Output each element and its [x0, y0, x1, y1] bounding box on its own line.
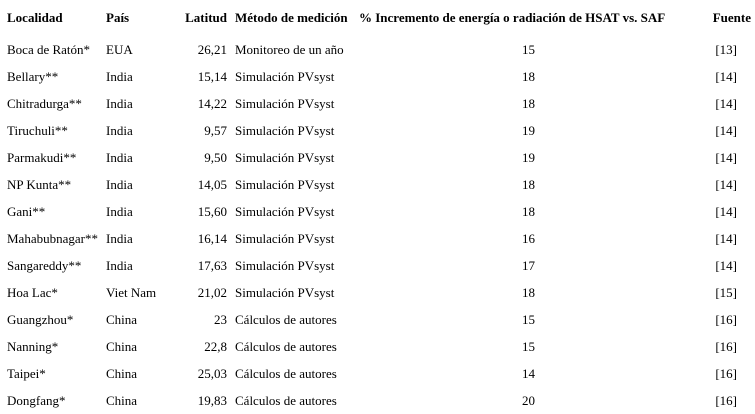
- header-localidad: Localidad: [7, 10, 63, 25]
- cell-localidad: Bellary**: [7, 68, 59, 84]
- cell-latitud: 15,60: [197, 203, 227, 219]
- cell-metodo: Simulación PVsyst: [235, 95, 335, 111]
- cell-metodo: Cálculos de autores: [235, 311, 337, 327]
- cell-incremento: 16: [522, 230, 535, 246]
- table-row: [0, 90, 755, 117]
- cell-incremento: 19: [522, 149, 535, 165]
- table-row: [0, 225, 755, 252]
- cell-localidad: Nanning*: [7, 338, 59, 354]
- cell-pais: Viet Nam: [106, 284, 157, 300]
- cell-metodo: Simulación PVsyst: [235, 230, 335, 246]
- cell-pais: India: [106, 230, 133, 246]
- cell-localidad: Taipei*: [7, 365, 46, 381]
- cell-metodo: Simulación PVsyst: [235, 122, 335, 138]
- cell-latitud: 21,02: [197, 284, 227, 300]
- cell-pais: India: [106, 176, 133, 192]
- cell-incremento: 18: [522, 284, 535, 300]
- cell-pais: India: [106, 68, 133, 84]
- table-row: [0, 306, 755, 333]
- cell-pais: India: [106, 203, 133, 219]
- cell-fuente: [14]: [715, 257, 737, 273]
- cell-metodo: Cálculos de autores: [235, 392, 337, 408]
- cell-incremento: 15: [522, 311, 535, 327]
- cell-incremento: 18: [522, 203, 535, 219]
- cell-metodo: Cálculos de autores: [235, 338, 337, 354]
- cell-metodo: Simulación PVsyst: [235, 176, 335, 192]
- cell-metodo: Simulación PVsyst: [235, 203, 335, 219]
- cell-localidad: Hoa Lac*: [7, 284, 58, 300]
- cell-metodo: Simulación PVsyst: [235, 284, 335, 300]
- cell-metodo: Cálculos de autores: [235, 365, 337, 381]
- cell-fuente: [14]: [715, 176, 737, 192]
- cell-fuente: [14]: [715, 203, 737, 219]
- cell-incremento: 15: [522, 338, 535, 354]
- cell-latitud: 15,14: [197, 68, 227, 84]
- cell-localidad: Parmakudi**: [7, 149, 77, 165]
- cell-incremento: 18: [522, 176, 535, 192]
- table-row: [0, 63, 755, 90]
- header-pais: País: [106, 10, 130, 25]
- table-body: [0, 36, 755, 414]
- cell-latitud: 22,8: [204, 338, 227, 354]
- cell-latitud: 9,57: [204, 122, 227, 138]
- header-incremento: % Incremento de energía o radiación de HSAT vs. SAF: [359, 10, 666, 25]
- cell-fuente: [14]: [715, 149, 737, 165]
- cell-latitud: 25,03: [197, 365, 227, 381]
- cell-localidad: Gani**: [7, 203, 46, 219]
- cell-pais: China: [106, 338, 138, 354]
- cell-pais: India: [106, 257, 133, 273]
- cell-localidad: Mahabubnagar**: [7, 230, 98, 246]
- header-fuente: Fuente: [712, 10, 751, 25]
- cell-fuente: [16]: [715, 338, 737, 354]
- cell-localidad: Sangareddy**: [7, 257, 82, 273]
- table-row: [0, 360, 755, 387]
- table-row: [0, 36, 755, 63]
- cell-pais: China: [106, 365, 138, 381]
- header-latitud: Latitud: [185, 10, 227, 25]
- cell-latitud: 9,50: [204, 149, 227, 165]
- cell-pais: India: [106, 95, 133, 111]
- cell-localidad: Boca de Ratón*: [7, 41, 91, 57]
- cell-incremento: 20: [522, 392, 535, 408]
- cell-latitud: 26,21: [197, 41, 227, 57]
- cell-fuente: [14]: [715, 68, 737, 84]
- header-row: [0, 0, 755, 36]
- cell-fuente: [16]: [715, 311, 737, 327]
- cell-fuente: [13]: [715, 41, 737, 57]
- cell-metodo: Simulación PVsyst: [235, 149, 335, 165]
- cell-latitud: 16,14: [197, 230, 227, 246]
- cell-incremento: 18: [522, 68, 535, 84]
- cell-metodo: Simulación PVsyst: [235, 257, 335, 273]
- cell-latitud: 14,05: [197, 176, 227, 192]
- header-metodo: Método de medición: [235, 10, 348, 25]
- cell-fuente: [14]: [715, 122, 737, 138]
- table-row: [0, 171, 755, 198]
- cell-pais: India: [106, 122, 133, 138]
- cell-pais: China: [106, 311, 138, 327]
- cell-incremento: 19: [522, 122, 535, 138]
- cell-latitud: 19,83: [197, 392, 227, 408]
- table-row: [0, 252, 755, 279]
- table-row: [0, 117, 755, 144]
- cell-latitud: 14,22: [197, 95, 227, 111]
- cell-incremento: 14: [522, 365, 535, 381]
- cell-localidad: Guangzhou*: [7, 311, 74, 327]
- cell-fuente: [14]: [715, 95, 737, 111]
- cell-fuente: [15]: [715, 284, 737, 300]
- cell-localidad: Dongfang*: [7, 392, 66, 408]
- cell-fuente: [16]: [715, 392, 737, 408]
- table-row: [0, 198, 755, 225]
- cell-localidad: Tiruchuli**: [7, 122, 68, 138]
- cell-metodo: Simulación PVsyst: [235, 68, 335, 84]
- cell-pais: EUA: [106, 41, 133, 57]
- cell-pais: India: [106, 149, 133, 165]
- cell-incremento: 17: [522, 257, 535, 273]
- cell-latitud: 17,63: [197, 257, 227, 273]
- cell-incremento: 18: [522, 95, 535, 111]
- cell-latitud: 23: [214, 311, 227, 327]
- table-row: [0, 144, 755, 171]
- cell-localidad: Chitradurga**: [7, 95, 82, 111]
- cell-fuente: [14]: [715, 230, 737, 246]
- table-row: [0, 387, 755, 414]
- table-row: [0, 279, 755, 306]
- cell-metodo: Monitoreo de un año: [235, 41, 344, 57]
- table-row: [0, 333, 755, 360]
- cell-incremento: 15: [522, 41, 535, 57]
- cell-pais: China: [106, 392, 138, 408]
- cell-fuente: [16]: [715, 365, 737, 381]
- cell-localidad: NP Kunta**: [7, 176, 72, 192]
